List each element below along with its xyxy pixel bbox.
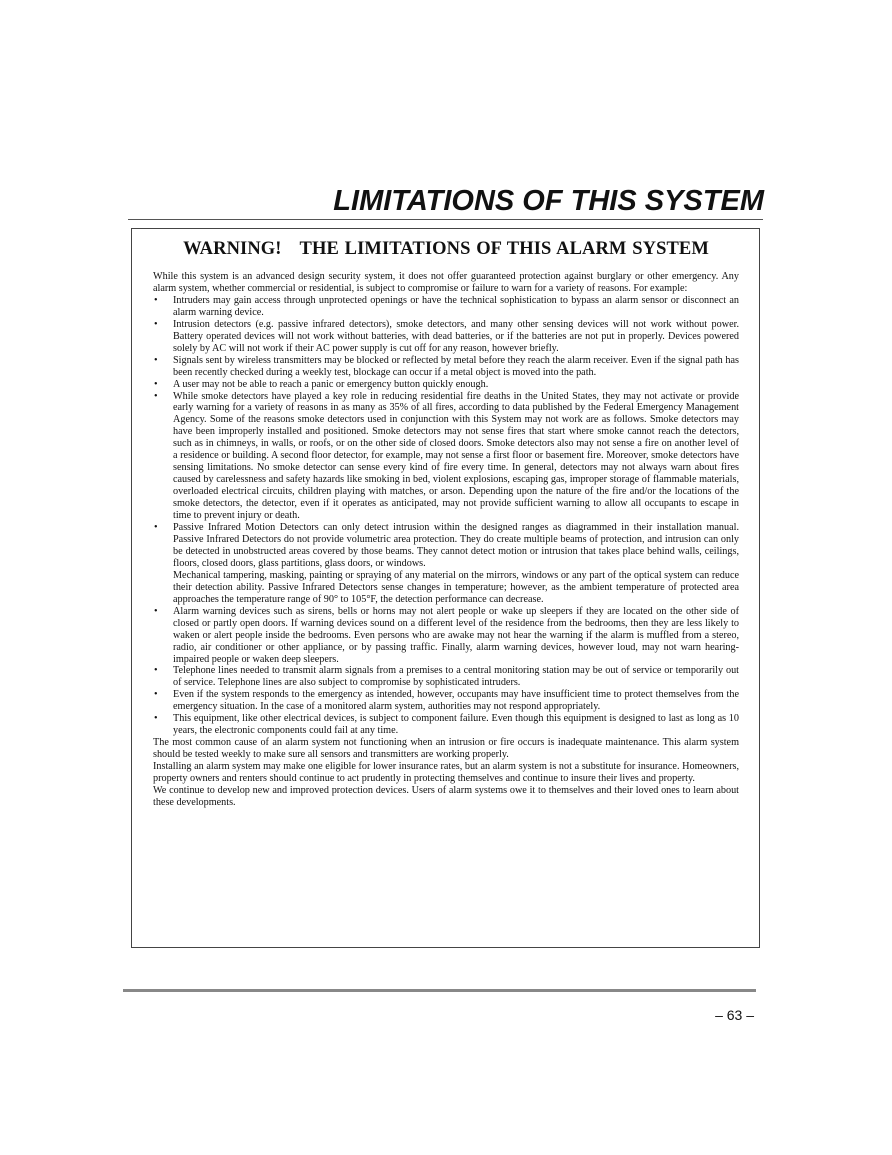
bullet-icon: • [154,522,158,534]
bullet-icon: • [154,378,158,390]
list-item [153,379,739,391]
warning-box [131,228,760,948]
list-item [153,319,739,355]
footer-divider [123,989,756,992]
list-item-text: While smoke detectors have played a key role in reducing residential fire deaths in the United States, they may not activate or provide early warning for a variety of reasons in as many as 35% of all fires, according to data published by the Federal Emergency Management Agency. Some of the reasons smoke detectors used in conjunction with this System may not work are as follows. Smoke detectors may have been improperly installed and positioned. Smoke detectors may not sense fires that start where smoke cannot reach the detectors, such as in chimneys, in walls, or roofs, or on the other side of closed doors. Smoke detectors also may not sense a fire on another level of a residence or building. A second floor detector, for example, may not sense a first floor or basement fire. Moreover, smoke detectors have sensing limitations. No smoke detector can sense every kind of fire every time. In general, detectors may not always warn about fires caused by carelessness and safety hazards like smoking in bed, violent explosions, escaping gas, improper storage of flammable materials, overloaded electrical circuits, children playing with matches, or arson. Depending upon the nature of the fire and/or the locations of the smoke detectors, the detector, even if it operates as anticipated, may not provide sufficient warning to allow all occupants to escape in time to prevent injury or death. [173,390,739,522]
page-number: – 63 – [715,1007,754,1023]
bullet-icon: • [154,294,158,306]
bullet-icon: • [154,713,158,725]
list-item-continuation: Mechanical tampering, masking, painting or spraying of any material on the mirrors, windows or any part of the optical system can reduce their detection ability. Passive Infrared Detectors sense changes in temperature; however, as the ambient temperature of protected area approaches the temperature range of 90° to 105°F, the detection performance can decrease. [173,569,739,605]
insurance-paragraph: Installing an alarm system may make one eligible for lower insurance rates, but an alarm system is not a substitute for insurance. Homeowners, property owners and renters should continue to act prudently in protecting themselves and continue to insure their lives and property. [153,761,739,785]
maintenance-paragraph: The most common cause of an alarm system not functioning when an intrusion or fire occurs is inadequate maintenance. This alarm system should be tested weekly to make sure all sensors and transmitters are working properly. [153,737,739,761]
warning-body [153,271,739,809]
list-item-text: Alarm warning devices such as sirens, bells or horns may not alert people or wake up sleepers if they are located on the other side of closed or partly open doors. If warning devices sound on a different level of the residence from the bedrooms, then they are less likely to waken or alert people inside the bedrooms. Even persons who are awake may not hear the warning if the alarm is muffled from a stereo, radio, air conditioner or other appliance, or by passing traffic. Finally, alarm warning devices, however loud, may not warn hearing-impaired people or waken deep sleepers. [173,605,739,665]
list-item-text: This equipment, like other electrical devices, is subject to component failure. Even though this equipment is designed to last as long as 10 years, the electronic components could fail at any time. [173,713,739,737]
list-item-text: A user may not be able to reach a panic or emergency button quickly enough. [173,378,489,390]
developments-paragraph: We continue to develop new and improved protection devices. Users of alarm systems owe it to themselves and their loved ones to learn about these developments. [153,784,739,808]
list-item-text: Signals sent by wireless transmitters may be blocked or reflected by metal before they reach the alarm receiver. Even if the signal path has been recently checked during a weekly test, blockage can occur if a metal object is moved into the path. [173,354,739,378]
title-divider [128,219,763,220]
list-item [153,355,739,379]
bullet-icon: • [154,354,158,366]
list-item [153,713,739,737]
list-item-text: Intrusion detectors (e.g. passive infrared detectors), smoke detectors, and many other sensing devices will not work without power. Battery operated devices will not work without batteries, with dead batteries, or if the batteries are not put in properly. Devices powered solely by AC will not work if their AC power supply is cut off for any reason, however briefly. [173,318,739,354]
warning-heading [153,238,739,260]
list-item-text: Passive Infrared Motion Detectors can only detect intrusion within the designed ranges as diagrammed in their installation manual. Passive Infrared Detectors do not provide volumetric area protection. They do create multiple beams of protection, and intrusion can only be detected in unobstructed areas covered by those beams. They cannot detect motion or intrusion that takes place behind walls, ceilings, floors, closed doors, glass partitions, glass doors, or windows. [173,522,739,569]
intro-paragraph: While this system is an advanced design security system, it does not offer guaranteed protection against burglary or other emergency. Any alarm system, whether commercial or residential, is subject to compromise or failure to warn for a variety of reasons. For example: [153,271,739,294]
list-item [153,606,739,666]
list-item-text: Telephone lines needed to transmit alarm signals from a premises to a central monitoring station may be out of service or temporarily out of service. Telephone lines are also subject to compromise by sophisticated intruders. [173,665,739,689]
bullet-icon: • [154,665,158,677]
bullet-icon: • [154,390,158,402]
limitations-list [153,295,739,737]
list-item [153,391,739,522]
warning-title: THE LIMITATIONS OF THIS ALARM SYSTEM [299,239,709,259]
bullet-icon: • [154,689,158,701]
list-item [153,295,739,319]
page-title: LIMITATIONS OF THIS SYSTEM [333,185,764,217]
warning-label: WARNING! [183,239,282,259]
list-item [153,522,739,606]
list-item [153,665,739,689]
bullet-icon: • [154,605,158,617]
bullet-icon: • [154,318,158,330]
list-item-text: Even if the system responds to the emergency as intended, however, occupants may have insufficient time to protect themselves from the emergency situation. In the case of a monitored alarm system, authorities may not respond appropriately. [173,689,739,713]
list-item [153,689,739,713]
list-item-text: Intruders may gain access through unprotected openings or have the technical sophistication to bypass an alarm sensor or disconnect an alarm warning device. [173,294,739,318]
